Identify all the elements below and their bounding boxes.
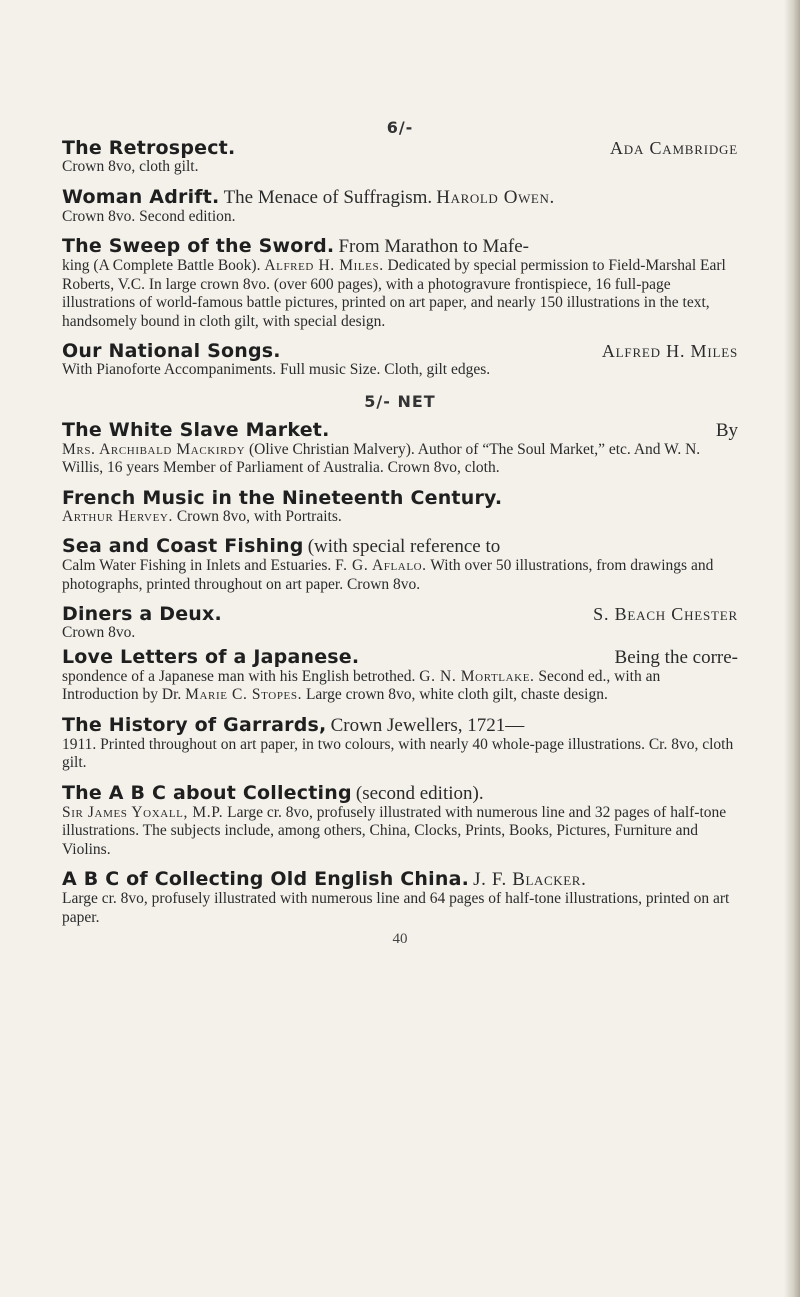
book-author: F. G. Aflalo.: [335, 557, 427, 574]
price-heading-five-shillings-net: 5/- NET: [364, 391, 436, 411]
book-entry: [62, 420, 738, 478]
book-entry: [62, 536, 738, 594]
book-description: Crown 8vo.: [62, 624, 136, 641]
book-description: Large cr. 8vo, profusely illustrated with numerous line and 32 pages of half-tone illustrations. The subjects include, among others, China, Clocks, Prints, Books, Pictures, Furniture and Violins.: [62, 803, 727, 858]
book-title: A B C of Collecting Old English China.: [62, 868, 470, 890]
book-title: Diners a Deux.: [62, 603, 222, 625]
book-description: (Olive Christian Malvery). Author of “The Soul Market,” etc. And W. N. Willis, 16 years Member of Parliament of Australia. Crown 8vo, cloth.: [62, 440, 701, 476]
book-introduction-author: Marie C. Stopes.: [185, 686, 303, 703]
book-author: Arthur Hervey.: [62, 507, 173, 525]
book-title: French Music in the Nineteenth Century.: [62, 486, 503, 509]
book-description: spondence of a Japanese man with his English betrothed.: [62, 667, 416, 685]
book-title: Woman Adrift.: [62, 185, 220, 208]
book-entry: [62, 341, 738, 380]
book-description: With Pianoforte Accompaniments. Full music Size. Cloth, gilt edges.: [62, 361, 491, 378]
book-author: Alfred H. Miles.: [264, 257, 384, 274]
book-author: Ada Cambridge: [609, 138, 738, 158]
book-entry: [62, 869, 738, 927]
book-description: Dedicated by special permission to Field-Marshal Earl Roberts, V.C. In large crown 8vo. (over 600 pages), with a photogravure frontispiece, 16 full-page illustrations of world-famous battle pictures, printed on art paper, and nearly 150 illustrations in the text, handsomely bound in cloth gilt, with special design.: [62, 257, 726, 330]
book-description-continued: Second ed., with an Introduction by Dr.: [62, 667, 661, 703]
book-subtitle: (second edition).: [355, 782, 484, 804]
book-author: S. Beach Chester: [593, 604, 738, 624]
page-number: 40: [392, 931, 408, 947]
book-description-continued: With over 50 illustrations, from drawings and photographs, printed throughout on art paper. Crown 8vo.: [62, 557, 714, 593]
book-entry: [62, 647, 738, 705]
book-description: Crown 8vo, with Portraits.: [176, 507, 342, 525]
page-edge-shadow: [784, 0, 800, 1297]
book-description: 1911. Printed throughout on art paper, in two colours, with nearly 40 whole-page illustrations. Cr. 8vo, cloth gilt.: [62, 735, 734, 771]
book-entry: [62, 187, 738, 227]
book-author: Harold Owen.: [436, 186, 555, 208]
book-title: The Sweep of the Sword.: [62, 235, 335, 257]
book-author: Sir James Yoxall, M.P.: [62, 803, 224, 821]
book-entry: [62, 604, 738, 643]
book-subtitle-continued: king (A Complete Battle Book).: [62, 257, 261, 274]
book-subtitle: The Menace of Suffragism.: [223, 186, 433, 208]
book-subtitle: Being the corre-: [614, 646, 738, 668]
book-entry: [62, 138, 738, 177]
book-description: Crown 8vo. Second edition.: [62, 207, 236, 225]
book-entry: [62, 715, 738, 773]
book-author: Mrs. Archibald Mackirdy: [62, 440, 246, 458]
book-entry: [62, 783, 738, 860]
book-subtitle: (with special reference to: [307, 536, 501, 557]
book-title: The Retrospect.: [62, 137, 236, 159]
book-by: By: [715, 419, 738, 441]
book-title: Sea and Coast Fishing: [62, 535, 304, 557]
catalogue-page: [62, 118, 738, 948]
book-title: The A B C about Collecting: [62, 781, 352, 804]
book-description: Large cr. 8vo, profusely illustrated with numerous line and 64 pages of half-tone illustrations, printed on art paper.: [62, 890, 730, 926]
book-title: The White Slave Market.: [62, 418, 330, 441]
book-title: Our National Songs.: [62, 340, 281, 362]
book-title: Love Letters of a Japanese.: [62, 645, 360, 668]
book-entry: [62, 236, 738, 331]
book-description: Calm Water Fishing in Inlets and Estuaries.: [62, 557, 332, 574]
price-heading-six-shillings: 6/-: [386, 118, 414, 137]
book-author: G. N. Mortlake.: [419, 667, 535, 685]
book-subtitle: Crown Jewellers, 1721—: [330, 714, 525, 736]
book-description: Crown 8vo, cloth gilt.: [62, 158, 199, 175]
book-author: Alfred H. Miles: [601, 341, 738, 361]
book-entry: [62, 488, 738, 527]
book-description-end: Large crown 8vo, white cloth gilt, chaste design.: [305, 686, 608, 703]
book-title: The History of Garrards,: [62, 713, 327, 736]
book-subtitle: From Marathon to Mafe-: [338, 236, 529, 257]
book-author: J. F. Blacker.: [473, 869, 587, 890]
